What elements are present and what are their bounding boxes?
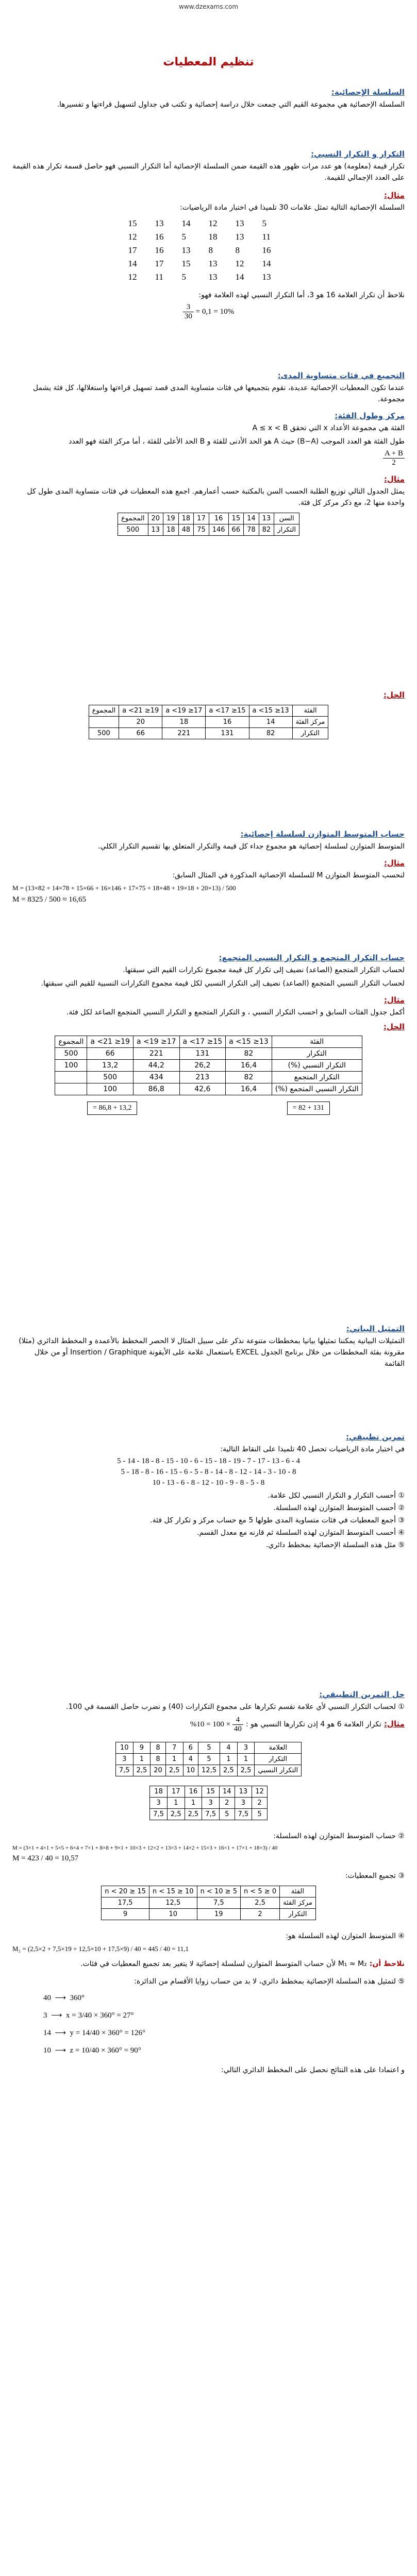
heading-exercise-solution: حل التمرين التطبيقي: (319, 1690, 405, 1699)
note-sum-left: = 86,8 + 13,2 (87, 1101, 137, 1115)
table-cell: 1 (165, 1754, 183, 1765)
angle-left: 14 (43, 2029, 51, 2037)
table-cell: 66 (119, 728, 162, 739)
relative-frequency-formula (12, 303, 405, 321)
table-cell: 2 (219, 1798, 235, 1809)
mark-value: 13 (208, 272, 218, 282)
table-cell: التكرار النسبي المتجمع (%) (272, 1083, 362, 1095)
exercise-grouped-table (101, 1886, 316, 1920)
table-cell: 8 (151, 1754, 166, 1765)
table-cell: 9 (133, 1742, 151, 1754)
heading-series: السلسلة الإحصائية: (331, 88, 405, 97)
cumulative-table (55, 1036, 362, 1095)
angle-row: 10 ⟶ z = 10/40 × 360° = 90° (43, 2046, 141, 2055)
table-row (150, 1809, 268, 1820)
angle-right: y = 14/40 × 360° = 126° (70, 2029, 146, 2037)
paragraph-step4: ④ المتوسط المتوازن لهذه السلسلة هو: (286, 1932, 405, 1940)
mark-value: 5 (181, 272, 186, 282)
formula-result: = 0,1 = 10% (195, 307, 235, 316)
table-cell: التكرار النسبي (255, 1765, 302, 1776)
mark-value: 14 (181, 218, 191, 228)
table-cell: 500 (118, 524, 148, 536)
table-cell: 500 (89, 728, 119, 739)
mark-value: 13 (235, 218, 244, 228)
table-cell: 2,5 (220, 1765, 238, 1776)
table-cell: 19≤ a <21 (87, 1036, 134, 1048)
example-text: أكمل جدول الفئات السابق و احسب التكرار النسبي ، و التكرار المتجمع و التكرار النسبي المتجمع الصاعد لكل فئة. (66, 1008, 405, 1016)
mark-value: 14 (128, 259, 137, 268)
table-cell: 13 (235, 1786, 252, 1798)
list-item: ④ أحسب المتوسط المتوازن لهذه السلسلة ثم قارنه مع معدل القسم. (196, 1529, 405, 1537)
table-cell: 78 (244, 524, 259, 536)
mark-value: 5 (262, 218, 266, 228)
table-cell: 1 (167, 1798, 185, 1809)
table-cell: 3 (235, 1798, 252, 1809)
angle-right: 360° (70, 1994, 85, 2002)
observation-line (12, 1958, 405, 1970)
angle-right: z = 10/40 × 360° = 90° (70, 2046, 141, 2055)
paragraph-class-length: طول الفئة هو العدد الموجب (B−A) حيث A هو الحد الأدنى للفئة و B الحد الأعلى للفئة ، أما مركز الفئة فهو العدد (69, 437, 405, 446)
weighted-mean-result: M = 8325 / 500 ≈ 16,65 (12, 895, 86, 904)
marks-frequency-table-1 (115, 1742, 302, 1776)
paragraph-cumulative-1: لحساب التكرار المتجمع (الصاعد) نضيف إلى تكرار كل قيمة مجموع تكرارات القيم التي سبقتها. (123, 966, 405, 974)
mark-value: 12 (128, 272, 137, 282)
table-cell: 1 (133, 1754, 151, 1765)
paragraph-series: السلسلة الإحصائية هي مجموعة القيم التي جمعت خلال دراسة إحصائية و تكتب في جداول لتسهيل قراءتها و تفسيرها. (57, 100, 405, 109)
table-cell (55, 1072, 87, 1083)
table-cell: 16 (209, 513, 228, 524)
table-cell: 100 (55, 1060, 87, 1072)
table-cell: الفئة (272, 1036, 362, 1048)
angle-row: 14 ⟶ y = 14/40 × 360° = 126° (43, 2029, 146, 2037)
table-cell: 15≤ a <17 (206, 705, 249, 717)
table-row (115, 1765, 301, 1776)
formula-numerator: 4 (232, 1716, 243, 1725)
table-cell: 15 (202, 1786, 220, 1798)
mark-value: 17 (128, 245, 137, 255)
example-line (12, 1716, 405, 1734)
table-cell: 12,5 (149, 1897, 197, 1909)
table-cell: 14 (244, 513, 259, 524)
heading-frequency: التكرار و التكرار النسبي: (311, 149, 405, 159)
paragraph-class-def: الفئة هي مجموعة الأعداد x التي تحقق A ≤ x < B (252, 424, 405, 432)
table-cell: 2 (240, 1909, 279, 1920)
age-table (118, 513, 299, 536)
table-cell: المجموع (55, 1036, 87, 1048)
frequency-note: نلاحظ أن تكرار العلامة 16 هو 3، أما التكرار النسبي لهذه العلامة فهو: (198, 291, 405, 299)
mark-value: 8 (235, 245, 240, 255)
table-cell: 13≤ a <15 (249, 705, 292, 717)
section-statistical-series (12, 88, 405, 112)
mark-value: 13 (181, 245, 191, 255)
table-cell: 66 (228, 524, 244, 536)
exercise-mean-formula: M = (3×1 + 4×1 + 5×5 + 6×4 + 7×1 + 8×8 + 9×1 + 10×3 + 12×2 + 13×3 + 14×2 + 15×3 + 16×1 + 17×1 + 18×3) / 40 (12, 1845, 278, 1851)
table-cell: 2,5 (237, 1765, 255, 1776)
table-row (115, 1754, 301, 1765)
grouped-table (89, 705, 329, 739)
table-cell: 500 (55, 1048, 87, 1060)
heading-class-center: مركز وطول الفئة: (335, 411, 405, 420)
table-cell: 19 (197, 1909, 240, 1920)
exercise-data-line: 10 - 13 - 6 - 8 - 12 - 10 - 9 - 8 - 5 - 8 (152, 1479, 265, 1487)
mark-value: 16 (155, 245, 164, 255)
mark-value: 16 (262, 245, 271, 255)
table-cell: 16 (206, 717, 249, 728)
table-cell: الفئة (292, 705, 328, 717)
table-cell: 17≤ a <19 (133, 1036, 179, 1048)
mark-value: 18 (208, 232, 218, 242)
angle-right: x = 3/40 × 360° = 27° (66, 2011, 134, 2020)
table-cell: مركز الفئة (292, 717, 328, 728)
table-cell: 5 (219, 1809, 235, 1820)
marks-grid (12, 218, 405, 282)
angle-left: 3 (43, 2011, 47, 2020)
table-cell: 20 (148, 513, 163, 524)
table-cell: 500 (87, 1072, 134, 1083)
table-cell: 2 (252, 1798, 268, 1809)
table-cell: 5 ≤ n < 10 (197, 1886, 240, 1897)
mark-value: 14 (235, 272, 244, 282)
class-center-formula (12, 449, 405, 467)
table-cell: 221 (162, 728, 206, 739)
table-cell: 10 (115, 1742, 133, 1754)
table-cell: 100 (87, 1083, 134, 1095)
table-cell: 7,5 (202, 1809, 220, 1820)
exercise-data-line: 5 - 18 - 8 - 16 - 15 - 6 - 5 - 8 - 14 - 8 - 12 - 14 - 3 - 10 - 8 (121, 1468, 296, 1476)
mark-value: 13 (235, 232, 244, 242)
table-cell: التكرار (274, 524, 299, 536)
table-cell: 18 (178, 513, 194, 524)
paragraph-step6: و اعتمادا على هذه النتائج نحصل على المخطط الدائري التالي: (221, 2066, 405, 2074)
paragraph-frequency: تكرار قيمة (معلومة) هو عدد مرات ظهور هذه القيمة ضمن السلسلة الإحصائية أما التكرار النسبي فهو حاصل قسمة تكرار هذه القيمة على العدد الإجمالي للقيمة. (12, 162, 405, 182)
mark-value: 12 (235, 259, 244, 268)
table-cell: 12 (252, 1786, 268, 1798)
table-row (115, 1742, 301, 1754)
table-cell: 48 (178, 524, 194, 536)
table-cell: 3 (150, 1798, 168, 1809)
table-cell: 13 (259, 513, 274, 524)
table-cell: 42,6 (179, 1083, 226, 1095)
solution-label: الحل: (383, 690, 405, 700)
table-cell: 82 (226, 1072, 272, 1083)
table-cell: 131 (179, 1048, 226, 1060)
table-cell: 7,5 (197, 1897, 240, 1909)
table-row (150, 1786, 268, 1798)
paragraph-cumulative-2: لحساب التكرار النسبي المتجمع (الصاعد) نضيف إلى التكرار النسبي لكل قيمة مجموع التكرارات النسبية للقيم التي سبقتها. (41, 979, 405, 988)
mark-value: 12 (208, 218, 218, 228)
table-row (55, 1048, 362, 1060)
table-cell: 10 (183, 1765, 198, 1776)
mark-value: 17 (155, 259, 164, 268)
center-numerator: A + B (383, 449, 405, 459)
mark-value: 13 (208, 259, 218, 268)
section-cumulative (12, 953, 405, 1115)
table-cell: 5 (198, 1742, 220, 1754)
table-cell: 434 (133, 1072, 179, 1083)
section-frequency (12, 149, 405, 321)
paragraph-step5: ⑤ لتمثيل هذه السلسلة الإحصائية بمخطط دائري، لا بد من حساب زوايا الأقسام من الدائرة: (134, 1977, 405, 1986)
table-cell: 16 (185, 1786, 202, 1798)
table-cell: 13≤ a <15 (226, 1036, 272, 1048)
paragraph-weighted-mean: المتوسط المتوازن لسلسلة إحصائية هو مجموع جداء كل قيمة والتكرار المتعلق بها تقسيم التكرار الكلي. (98, 842, 405, 851)
mark-value: 14 (262, 259, 271, 268)
section-exercise (12, 1432, 405, 1551)
table-cell: 14 (249, 717, 292, 728)
table-cell: 14 (219, 1786, 235, 1798)
exercise-mean2-formula: M₂ = (2,5×2 + 7,5×19 + 12,5×10 + 17,5×9) / 40 = 445 / 40 = 11,1 (12, 1945, 189, 1953)
table-cell: 13 (148, 524, 163, 536)
table-cell: 131 (206, 728, 249, 739)
list-item: ② أحسب المتوسط المتوازن لهذه السلسلة. (273, 1504, 405, 1512)
table-cell: 19 (163, 513, 179, 524)
table-cell: 66 (87, 1048, 134, 1060)
table-cell: 4 (183, 1754, 198, 1765)
table-cell: 26,2 (179, 1060, 226, 1072)
table-cell: 9 (102, 1909, 149, 1920)
angle-row: 3 ⟶ x = 3/40 × 360° = 27° (43, 2011, 134, 2020)
table-cell: 7 (165, 1742, 183, 1754)
site-header: www.dzexams.com (178, 3, 239, 10)
table-cell: التكرار (272, 1048, 362, 1060)
section-grouping (12, 371, 405, 536)
observation-label: نلاحظ أن: (369, 1960, 405, 1968)
mark-value: 13 (155, 218, 164, 228)
table-cell: 18 (150, 1786, 168, 1798)
table-cell: 8 (151, 1742, 166, 1754)
table-row (102, 1909, 316, 1920)
example-text: لنحسب المتوسط المتوازن M للسلسلة الإحصائية المذكورة في المثال السابق: (172, 871, 405, 879)
table-cell: 19≤ a <21 (119, 705, 162, 717)
table-cell: 82 (259, 524, 274, 536)
list-item: ① أحسب التكرار و التكرار النسبي لكل علامة. (268, 1492, 405, 1500)
table-cell: 18 (162, 717, 206, 728)
heading-exercise: تمرين تطبيقي: (346, 1432, 405, 1442)
mark-value: 12 (128, 232, 137, 242)
table-cell: 7,5 (235, 1809, 252, 1820)
example-text: تكرار العلامة 6 هو 4 إذن تكرارها النسبي هو : (245, 1720, 381, 1728)
mark-value: 15 (128, 218, 137, 228)
table-cell: التكرار (280, 1909, 316, 1920)
mark-value: 5 (181, 232, 186, 242)
table-cell: 146 (209, 524, 228, 536)
mark-value: 11 (262, 232, 271, 242)
table-cell: 3 (202, 1798, 220, 1809)
section-graphical (12, 1324, 405, 1371)
exercise-questions (12, 1489, 405, 1551)
table-cell (55, 1083, 87, 1095)
table-row (55, 1083, 362, 1095)
table-cell: التكرار النسبي (%) (272, 1060, 362, 1072)
table-cell: الفئة (280, 1886, 316, 1897)
table-cell: 16,4 (226, 1060, 272, 1072)
mark-value: 8 (208, 245, 213, 255)
table-cell: 1 (220, 1754, 238, 1765)
table-cell: 13,2 (87, 1060, 134, 1072)
paragraph-step3: ③ تجميع المعطيات: (345, 1872, 405, 1880)
list-item: ⑤ مثل هذه السلسلة الإحصائية بمخطط دائري. (265, 1541, 405, 1549)
angle-left: 40 (43, 1994, 51, 2002)
exercise-data-line: 5 - 14 - 18 - 8 - 15 - 10 - 6 - 15 - 18 - 19 - 7 - 17 - 13 - 6 - 4 (117, 1457, 300, 1465)
heading-cumulative: حساب التكرار المتجمع و التكرار النسبي المتجمع: (219, 953, 405, 962)
formula-numerator: 3 (183, 303, 194, 312)
table-cell: 20 (151, 1765, 166, 1776)
formula-denominator: 30 (184, 312, 192, 320)
table-cell: 17 (167, 1786, 185, 1798)
table-cell: 2,5 (167, 1809, 185, 1820)
table-cell: 82 (249, 728, 292, 739)
table-cell: 17 (194, 513, 209, 524)
table-cell: 213 (179, 1072, 226, 1083)
formula-denominator: 40 (233, 1725, 242, 1733)
table-row (89, 717, 328, 728)
table-cell: 7,5 (115, 1765, 133, 1776)
table-row (89, 705, 328, 717)
table-cell: العلامة (255, 1742, 302, 1754)
formula-result: × 100 = 10% (190, 1720, 231, 1728)
angle-row: 40 ⟶ 360° (43, 1994, 85, 2002)
example-label: مثال: (383, 995, 405, 1005)
table-row (118, 524, 299, 536)
mark-value: 15 (181, 259, 191, 268)
page-title: تنظيم المعطيات (163, 56, 254, 69)
table-cell: 2,5 (185, 1809, 202, 1820)
table-cell: 15 ≤ n < 20 (102, 1886, 149, 1897)
paragraph-step2: ② حساب المتوسط المتوازن لهذه السلسلة: (273, 1832, 405, 1840)
observation-text: M₁ ≈ M₂ لأن حساب المتوسط المتوازن لسلسلة إحصائية لا يتغير بعد تجميع المعطيات في فئات. (80, 1960, 367, 1968)
section-exercise-solution (12, 1690, 405, 2078)
table-cell: التكرار المتجمع (272, 1072, 362, 1083)
table-row (102, 1897, 316, 1909)
table-cell: 3 (115, 1754, 133, 1765)
list-item: ③ أجمع المعطيات في فئات متساوية المدى طولها 5 مع حساب مركز و تكرار كل فئة. (150, 1516, 405, 1524)
table-cell: 7,5 (150, 1809, 168, 1820)
table-cell: 10 ≤ n < 15 (149, 1886, 197, 1897)
table-cell: 1 (237, 1754, 255, 1765)
table-cell: 20 (119, 717, 162, 728)
table-cell: 2,5 (240, 1897, 279, 1909)
section-weighted-mean (12, 829, 405, 907)
paragraph-graphical: التمثيلات البيانية يمكننا تمثيلها بيانيا بمخططات متنوعة نذكر على سبيل المثال لا الحصر المخطط بالأعمدة و المخطط الدائري (مثلا) مقرونة بفئة المخططات من خلال برنامج الجدول EXCEL باستعمال علامة على الأيقونة Insertion / Graphique أو من خلال القائمة (19, 1337, 405, 1368)
cumulative-notes (12, 1101, 405, 1115)
table-cell: 1 (185, 1798, 202, 1809)
table-cell: 4 (220, 1742, 238, 1754)
angle-computations (43, 1989, 405, 2059)
example-label: مثال: (383, 858, 405, 868)
table-cell: 15 (228, 513, 244, 524)
example-label: مثال: (383, 474, 405, 484)
table-cell: 86,8 (133, 1083, 179, 1095)
table-cell: 10 (149, 1909, 197, 1920)
angle-left: 10 (43, 2046, 51, 2055)
mark-value: 16 (155, 232, 164, 242)
table-cell: مركز الفئة (280, 1897, 316, 1909)
paragraph-exercise: في اختبار مادة الرياضيات تحصل 40 تلميذا على النقاط التالية: (220, 1445, 405, 1453)
table-cell: 5 (252, 1809, 268, 1820)
marks-frequency-table-2 (149, 1786, 268, 1820)
table-row (118, 513, 299, 524)
table-cell: 17≤ a <19 (162, 705, 206, 717)
table-cell: 3 (237, 1742, 255, 1754)
table-cell: المجموع (118, 513, 148, 524)
example-label: مثال: (383, 191, 405, 200)
mark-value: 13 (262, 272, 271, 282)
note-sum-right: = 82 + 131 (287, 1101, 330, 1115)
heading-weighted-mean: حساب المتوسط المتوازن لسلسلة إحصائية: (240, 829, 405, 839)
paragraph-grouping: عندما تكون المعطيات الإحصائية عديدة، نقوم بتجميعها في فئات متساوية المدى قصد تسهيل قراءتها واستغلالها، كل فئة يشمل مجموعة. (32, 384, 405, 403)
heading-graphical: التمثيل البياني: (346, 1324, 405, 1333)
table-cell: 82 (226, 1048, 272, 1060)
heading-grouping: التجميع في فئات متساوية المدى: (277, 371, 405, 380)
example-text: يمثل الجدول التالي توزيع الطلبة الحسب السن بالمكتبة حسب أعمارهم. اجمع هذه المعطيات في فئات متساوية المدى طول كل واحدة منها 2، مع ذكر مركز كل فئة. (27, 487, 405, 507)
table-row (55, 1072, 362, 1083)
table-cell: 15≤ a <17 (179, 1036, 226, 1048)
table-cell: السن (274, 513, 299, 524)
solution-label: الحل: (383, 1022, 405, 1031)
table-cell: 5 (198, 1754, 220, 1765)
table-cell: 75 (194, 524, 209, 536)
table-row (55, 1060, 362, 1072)
table-cell: 2,5 (165, 1765, 183, 1776)
table-row (102, 1886, 316, 1897)
table-cell: التكرار (255, 1754, 302, 1765)
example-formula (190, 1716, 243, 1733)
table-cell: 17,5 (102, 1897, 149, 1909)
table-cell: 221 (133, 1048, 179, 1060)
table-row (55, 1036, 362, 1048)
paragraph-step1: ① لحساب التكرار النسبي لأي علامة نقسم تكرارها على مجموع التكرارات (40) و نضرب حاصل القسمة في 100. (66, 1703, 405, 1711)
table-cell (89, 717, 119, 728)
exercise-mean-result: M = 423 / 40 = 10,57 (12, 1854, 79, 1862)
mark-value: 11 (155, 272, 163, 282)
table-cell: 0 ≤ n < 5 (240, 1886, 279, 1897)
table-row (89, 728, 328, 739)
table-cell: 2,5 (133, 1765, 151, 1776)
center-denominator: 2 (392, 459, 396, 467)
table-cell: 44,2 (133, 1060, 179, 1072)
table-cell: المجموع (89, 705, 119, 717)
table-cell: 18 (163, 524, 179, 536)
table-cell: التكرار (292, 728, 328, 739)
table-cell: 16,4 (226, 1083, 272, 1095)
table-cell: 12,5 (198, 1765, 220, 1776)
section-solution-grouped (12, 690, 405, 739)
example-label: مثال: (383, 1719, 405, 1728)
example-text: السلسلة الإحصائية التالية تمثل علامات 30 تلميذا في اختبار مادة الرياضيات: (179, 204, 405, 212)
table-row (150, 1798, 268, 1809)
table-cell: 6 (183, 1742, 198, 1754)
weighted-mean-formula: M = (13×82 + 14×78 + 15×66 + 16×146 + 17×75 + 18×48 + 19×18 + 20×13) / 500 (12, 884, 236, 892)
